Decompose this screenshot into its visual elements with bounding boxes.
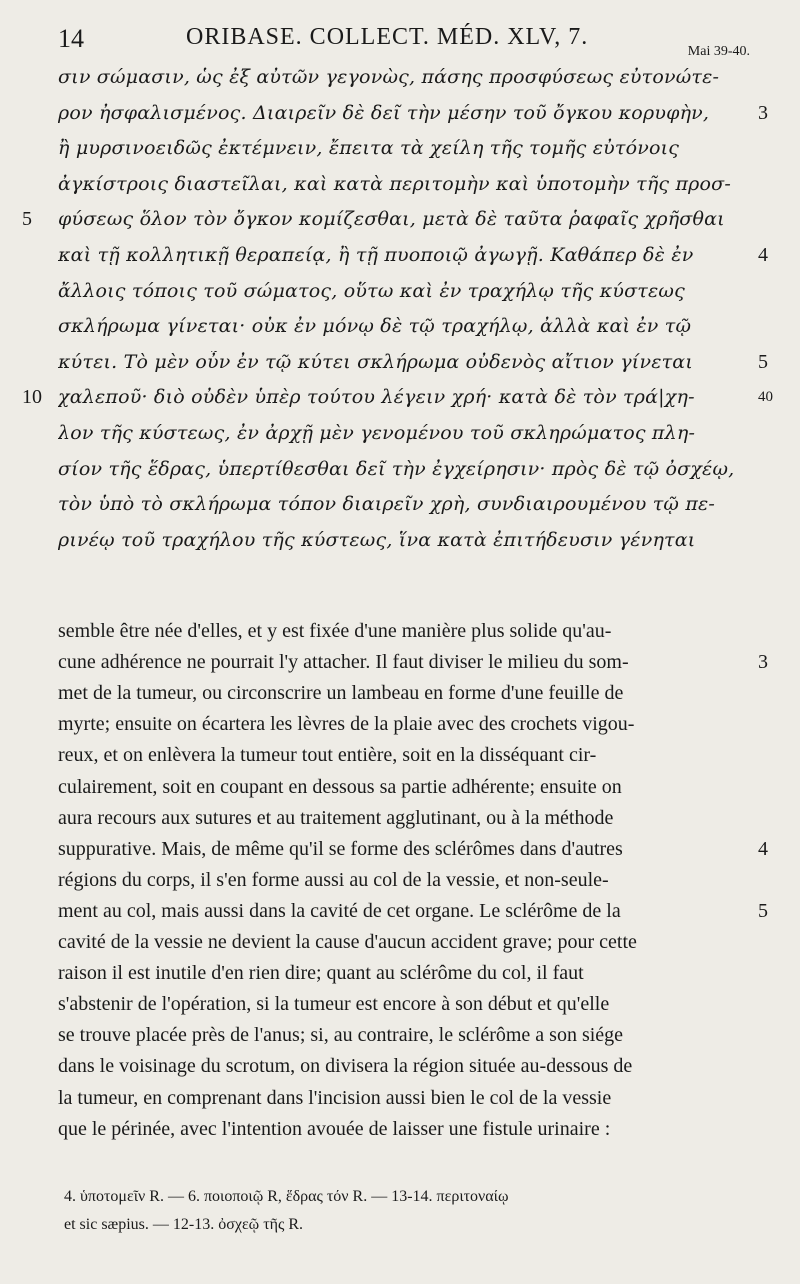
french-text-line: cune adhérence ne pourrait l'y attacher. Il faut diviser le milieu du som- (58, 651, 629, 674)
margin-line-number: 4 (758, 837, 768, 860)
margin-line-number: 5 (758, 350, 768, 373)
greek-text-line: κύτει. Τὸ μὲν οὖν ἐν τῷ κύτει σκλήρωμα οὐδενὸς αἴτιον γίνεται (58, 350, 693, 373)
greek-text-line: ἄλλοις τόποις τοῦ σώματος, οὕτω καὶ ἐν τραχήλῳ τῆς κύστεως (58, 279, 685, 302)
french-text-line: se trouve placée près de l'anus; si, au contraire, le sclérôme a son siége (58, 1024, 624, 1047)
margin-line-number: 10 (22, 386, 42, 409)
french-text-line: semble être née d'elles, et y est fixée d'une manière plus solide qu'au- (58, 620, 612, 642)
french-text-line: s'abstenir de l'opération, si la tumeur est encore à son début et qu'elle (58, 993, 610, 1016)
french-text-line: cavité de la vessie ne devient la cause d'aucun accident grave; pour cette (58, 931, 637, 953)
greek-text-line: καὶ τῇ κολλητικῇ θεραπείᾳ, ἢ τῇ πυοποιῷ ἀγωγῇ. Καθάπερ δὲ ἐν (58, 244, 694, 266)
page-number: 14 (58, 24, 84, 53)
margin-line-number: 5 (758, 899, 768, 922)
greek-text-line: φύσεως ὅλον τὸν ὄγκον κομίζεσθαι, μετὰ δὲ ταῦτα ῥαφαῖς χρῆσθαι (58, 208, 725, 231)
greek-text-line: ρινέῳ τοῦ τραχήλου τῆς κύστεως, ἵνα κατὰ ἐπιτήδευσιν γένηται (58, 528, 696, 551)
margin-line-number: 3 (758, 651, 768, 674)
margin-line-number: 40 (758, 389, 773, 406)
french-text-line: la tumeur, en comprenant dans l'incision aussi bien le col de la vessie (58, 1086, 612, 1109)
margin-line-number: 5 (22, 208, 32, 231)
french-text-line: myrte; ensuite on écartera les lèvres de la plaie avec des crochets vigou- (58, 713, 635, 736)
french-text-line: reux, et on enlèvera la tumeur tout entière, soit en la disséquant cir- (58, 744, 597, 767)
footnote-line: 4. ὑποτομεῖν R. — 6. ποιοποιῷ R, ἕδρας τόν R. — 13-14. περιτοναίῳ (64, 1188, 509, 1205)
french-text-line: raison il est inutile d'en rien dire; quant au sclérôme du col, il faut (58, 962, 584, 985)
french-text-line: que le périnée, avec l'intention avouée de laisser une fistule urinaire : (58, 1117, 611, 1140)
french-text-line: dans le voisinage du scrotum, on divisera la région située au-dessous de (58, 1055, 633, 1078)
greek-text-line: ἀγκίστροις διαστεῖλαι, καὶ κατὰ περιτομὴν καὶ ὑποτομὴν τῆς προσ- (58, 172, 731, 195)
french-text-line: aura recours aux sutures et au traitement agglutinant, ou à la méthode (58, 806, 614, 829)
french-text-line: régions du corps, il s'en forme aussi au col de la vessie, et non-seule- (58, 868, 609, 891)
page-header (0, 22, 800, 62)
french-text-line: culairement, soit en coupant en dessous sa partie adhérente; ensuite on (58, 775, 622, 798)
greek-text-line: σίον τῆς ἕδρας, ὑπερτίθεσθαι δεῖ τὴν ἐγχείρησιν· πρὸς δὲ τῷ ὀσχέῳ, (58, 457, 735, 480)
greek-text-line: χαλεποῦ· διὸ οὐδὲν ὑπὲρ τούτου λέγειν χρή· κατὰ δὲ τὸν τρά|χη- (58, 386, 695, 409)
footnote-line: et sic sæpius. — 12-13. ὀσχεῷ τῆς R. (64, 1216, 303, 1233)
margin-line-number: 3 (758, 101, 768, 124)
french-text-line: ment au col, mais aussi dans la cavité de cet organe. Le sclérôme de la (58, 899, 621, 922)
margin-reference: Mai 39-40. (687, 44, 750, 59)
running-title: ORIBASE. COLLECT. MÉD. XLV, 7. (186, 24, 589, 50)
greek-text-line: τὸν ὑπὸ τὸ σκλήρωμα τόπον διαιρεῖν χρὴ, συνδιαιρουμένου τῷ πε- (58, 493, 716, 516)
greek-text-line: σιν σώμασιν, ὡς ἐξ αὐτῶν γεγονὼς, πάσης προσφύσεως εὐτονώτε- (58, 66, 720, 88)
greek-text-line: λον τῆς κύστεως, ἐν ἀρχῇ μὲν γενομένου τοῦ σκληρώματος πλη- (58, 422, 696, 444)
french-text-line: suppurative. Mais, de même qu'il se forme des sclérômes dans d'autres (58, 837, 623, 860)
greek-text-line: ρον ἠσφαλισμένος. Διαιρεῖν δὲ δεῖ τὴν μέσην τοῦ ὄγκου κορυφὴν, (58, 101, 710, 124)
greek-text-line: ἢ μυρσινοειδῶς ἐκτέμνειν, ἔπειτα τὰ χείλη τῆς τομῆς εὐτόνοις (58, 137, 680, 160)
greek-text-line: σκλήρωμα γίνεται· οὐκ ἐν μόνῳ δὲ τῷ τραχήλῳ, ἀλλὰ καὶ ἐν τῷ (58, 315, 692, 338)
margin-line-number: 4 (758, 244, 768, 266)
french-text-line: met de la tumeur, ou circonscrire un lambeau en forme d'une feuille de (58, 682, 624, 705)
